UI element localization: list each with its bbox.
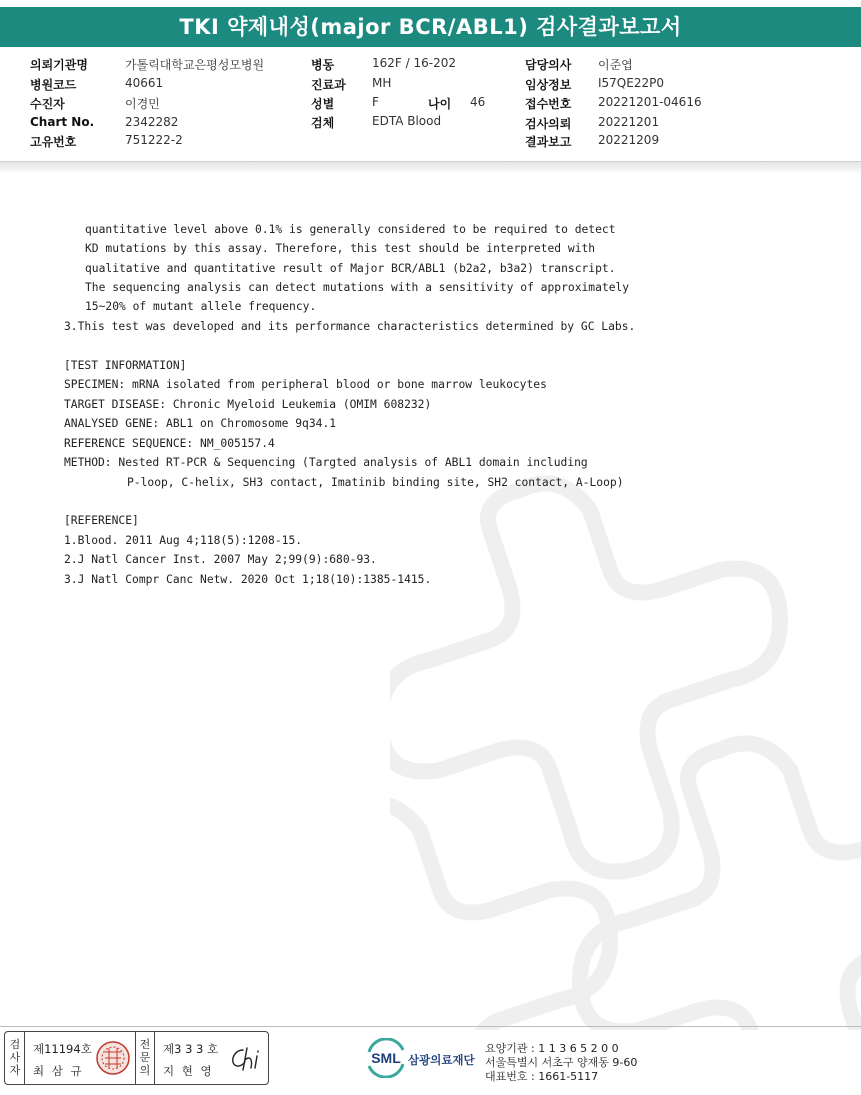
section-heading-reference: [REFERENCE] [64,514,139,527]
label-clinical-info: 임상정보 [525,78,572,92]
label-hospital-code: 병원코드 [30,78,77,92]
body-line: TARGET DISEASE: Chronic Myeloid Leukemia (OMIM 608232) [64,398,432,411]
body-line: 15~20% of mutant allele frequency. [85,300,317,313]
label-sex: 성별 [311,97,335,111]
label-unique-id: 고유번호 [30,135,77,149]
role-label-examiner: 검 사 자 [9,1038,21,1077]
label-chart-no: Chart No. [30,115,95,129]
seal-stamp-1 [95,1040,131,1076]
label-requesting-institution: 의뢰기관명 [30,58,88,72]
value-accession-no: 20221201-04616 [598,95,702,109]
address: 서울특별시 서초구 양재동 9-60 [485,1056,638,1069]
phone-number: 대표번호 : 1661-5117 [485,1070,599,1083]
value-specimen: EDTA Blood [372,114,442,128]
body-line: P-loop, C-helix, SH3 contact, Imatinib binding site, SH2 contact, A-Loop) [127,476,624,489]
specialist-name: 지 현 영 [163,1064,214,1078]
label-age: 나이 [428,97,452,111]
label-patient: 수진자 [30,97,65,111]
body-line: qualitative and quantitative result of Major BCR/ABL1 (b2a2, b3a2) transcript. [85,262,616,275]
divider [154,1032,155,1084]
value-doctor: 이준엽 [598,58,633,72]
value-unique-id: 751222-2 [125,133,183,147]
body-line: The sequencing analysis can detect mutations with a sensitivity of approximately [85,281,630,294]
watermark-logo [390,470,861,1030]
value-sex: F [372,95,379,109]
label-request-date: 검사의뢰 [525,117,572,131]
organization-name: 삼광의료재단 [408,1053,475,1067]
role-label-specialist: 전 문 의 [139,1038,151,1077]
examiner-name: 최 삼 규 [33,1064,84,1078]
examiner-license: 제11194호 [33,1042,92,1056]
handwritten-signature [227,1044,265,1074]
body-line: METHOD: Nested RT-PCR & Sequencing (Targted analysis of ABL1 domain including [64,456,588,469]
reference-item: 3.J Natl Compr Canc Netw. 2020 Oct 1;18(10):1385-1415. [64,573,432,586]
signature-box [4,1031,269,1085]
label-specimen: 검체 [311,116,335,130]
specialist-license: 제3 3 3 호 [163,1042,219,1056]
body-line: 3.This test was developed and its performance characteristics determined by GC Labs. [64,320,636,333]
value-patient: 이경민 [125,97,160,111]
label-ward: 병동 [311,58,335,72]
value-request-date: 20221201 [598,115,660,129]
label-report-date: 결과보고 [525,135,572,149]
value-ward: 162F / 16-202 [372,56,456,70]
body-line: ANALYSED GENE: ABL1 on Chromosome 9q34.1 [64,417,337,430]
divider [24,1032,25,1084]
value-report-date: 20221209 [598,133,660,147]
sml-logo [365,1038,407,1078]
value-clinical-info: I57QE22P0 [598,76,664,90]
body-line: REFERENCE SEQUENCE: NM_005157.4 [64,437,275,450]
label-accession-no: 접수번호 [525,97,572,111]
divider [135,1032,136,1084]
footer-divider [0,1026,861,1027]
value-hospital-code: 40661 [125,76,164,90]
sml-logo-text: SML [371,1050,401,1066]
report-title: TKI 약제내성(major BCR/ABL1) 검사결과보고서 [0,7,861,47]
reference-item: 2.J Natl Cancer Inst. 2007 May 2;99(9):680-93. [64,553,377,566]
reference-item: 1.Blood. 2011 Aug 4;118(5):1208-15. [64,534,303,547]
value-department: MH [372,76,392,90]
label-doctor: 담당의사 [525,58,572,72]
value-requesting-institution: 가톨릭대학교은평성모병원 [125,58,265,72]
label-department: 진료과 [311,78,346,92]
value-chart-no: 2342282 [125,115,179,129]
body-line: quantitative level above 0.1% is generally considered to be required to detect [85,223,616,236]
institution-code: 요양기관 : 1 1 3 6 5 2 0 0 [485,1042,619,1055]
section-heading-test-information: [TEST INFORMATION] [64,359,187,372]
body-line: SPECIMEN: mRNA isolated from peripheral blood or bone marrow leukocytes [64,378,547,391]
body-line: KD mutations by this assay. Therefore, this test should be interpreted with [85,242,596,255]
value-age: 46 [470,95,486,109]
